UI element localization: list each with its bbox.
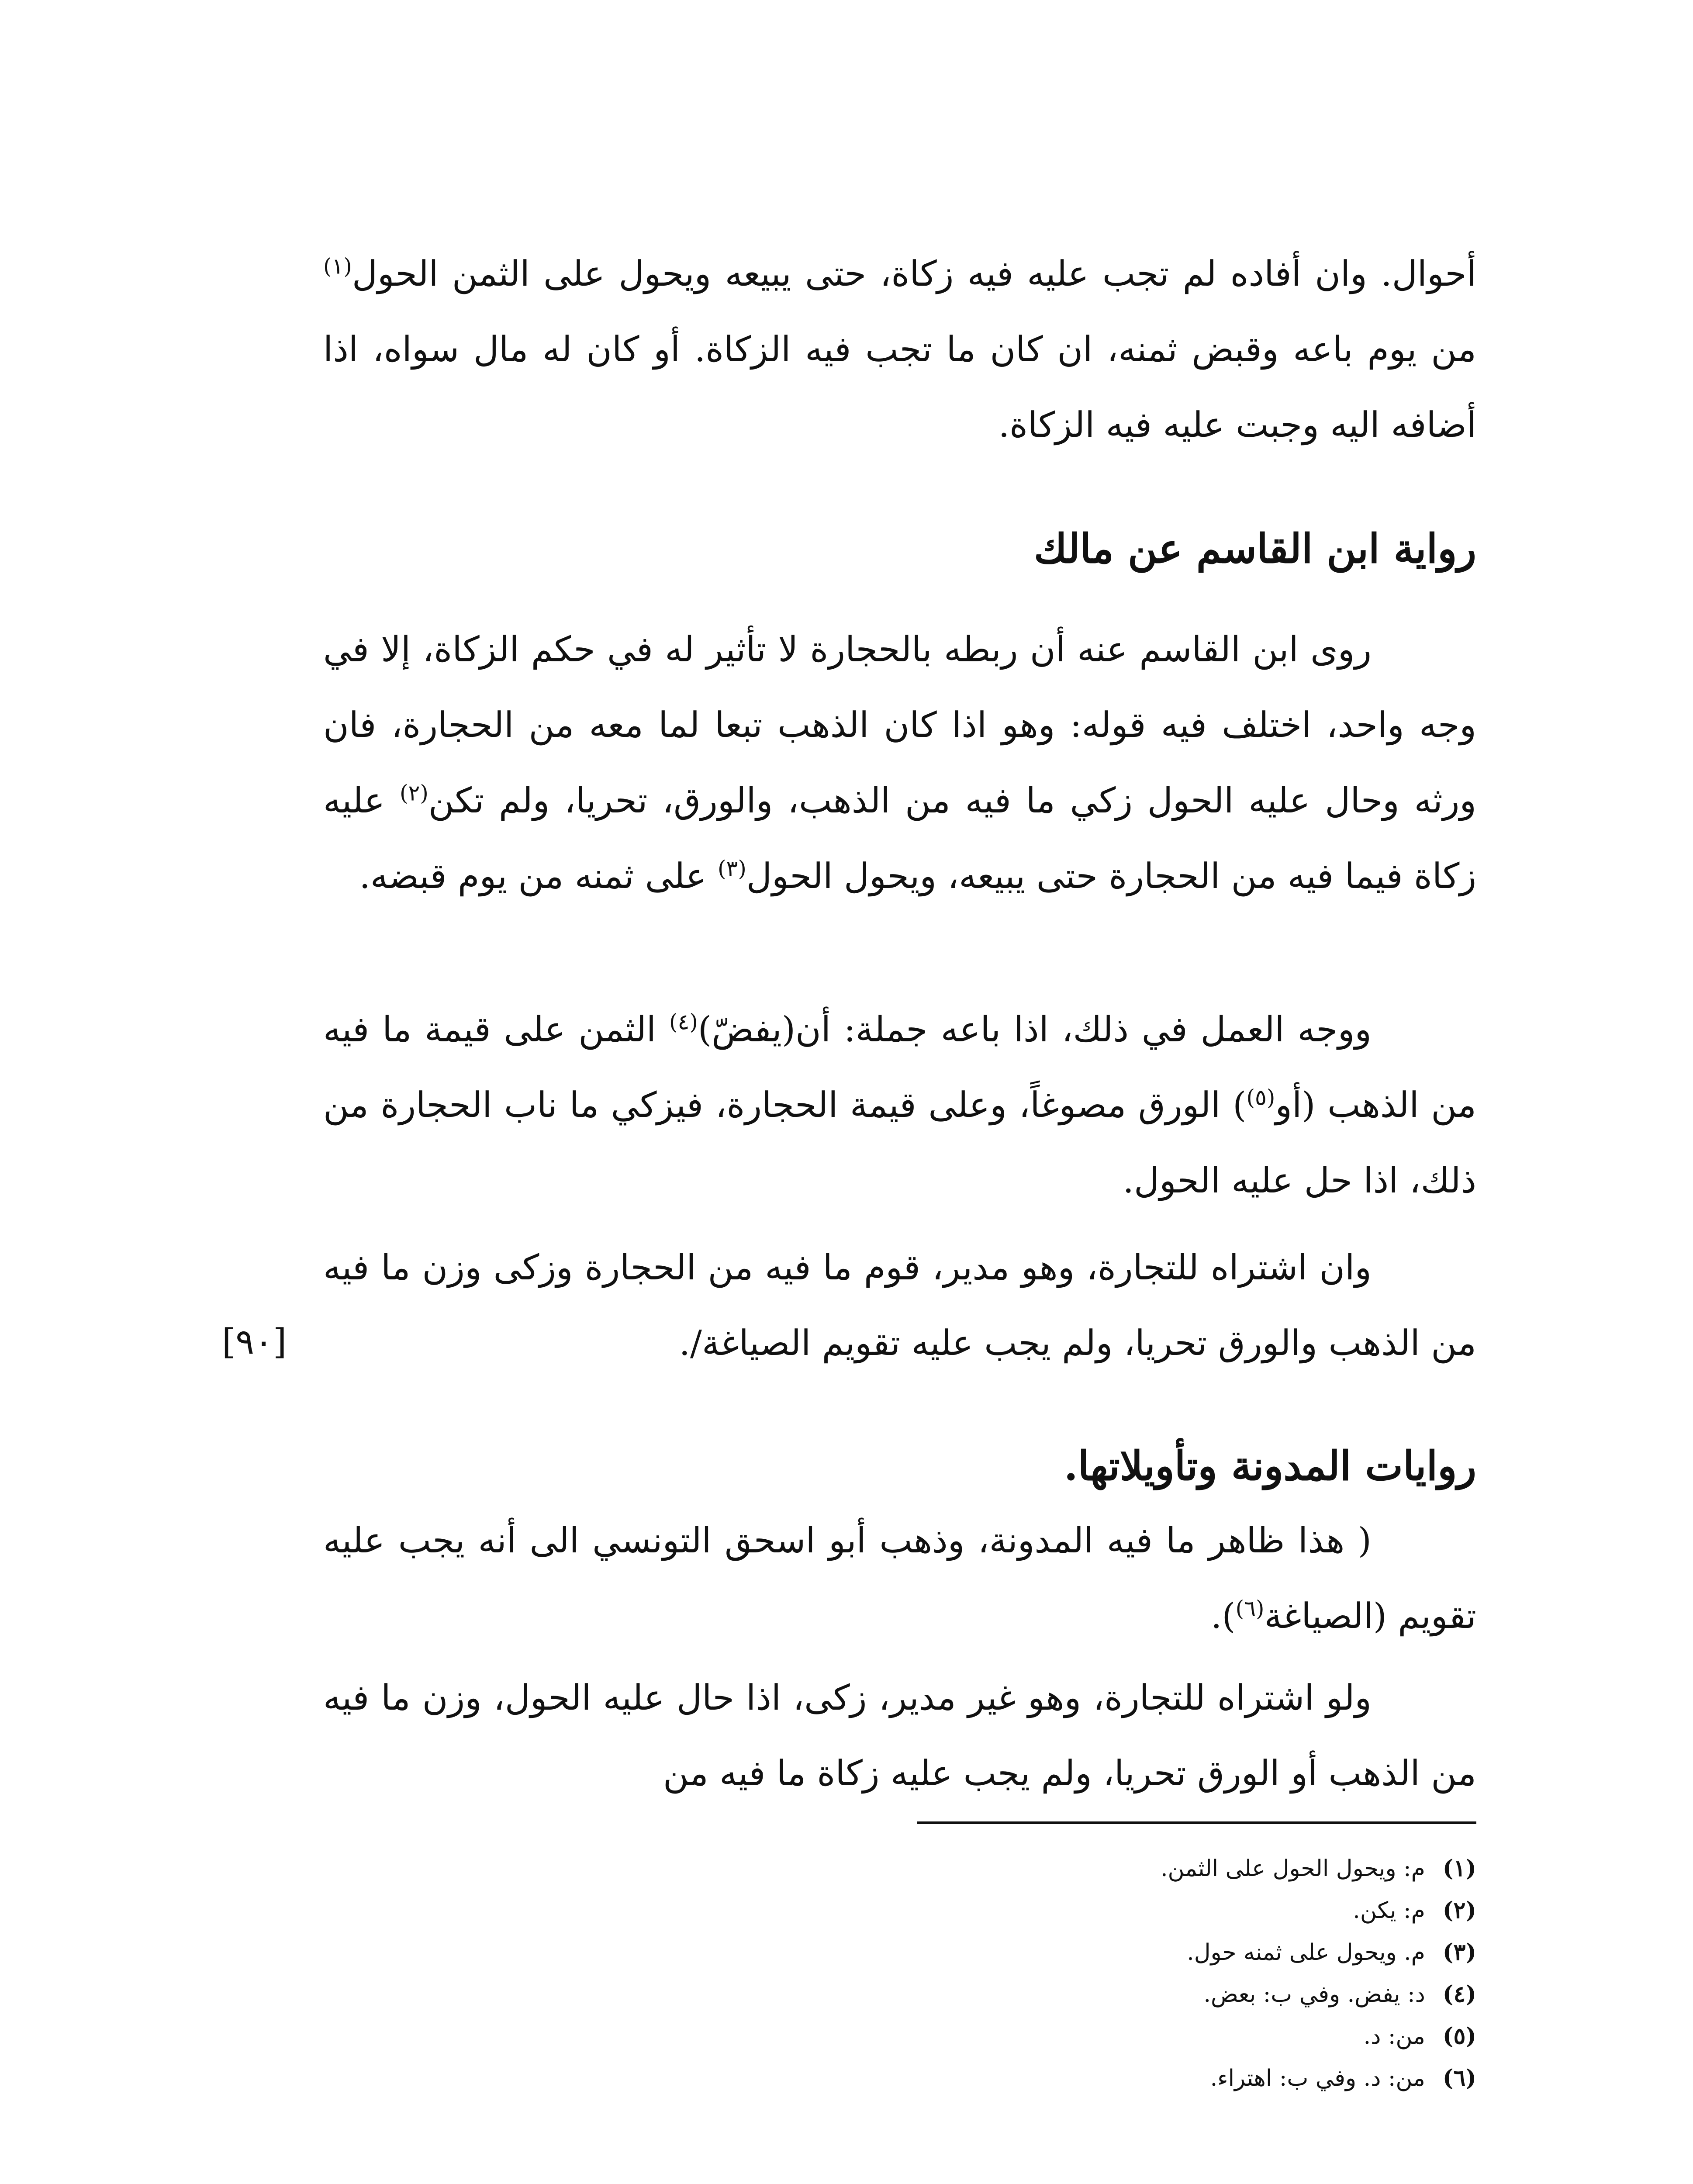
footnotes (917, 1848, 1476, 2099)
footnote (917, 1848, 1476, 1890)
footnote-ref-3: (٣) (718, 856, 746, 881)
footnote (917, 1890, 1476, 1932)
footnote-number: (٢) (1442, 1897, 1476, 1924)
paragraph-3 (323, 992, 1476, 1218)
footnote (917, 2015, 1476, 2057)
section-heading-1-text: رواية ابن القاسم عن مالك (1034, 525, 1476, 572)
footnote-text: م: يكن. (1353, 1897, 1425, 1924)
paragraph-2-part-a: روى ابن القاسم عنه أن ربطه بالحجارة لا تأثير له في حكم الزكاة، إلا في وجه واحد، اختلف فيه قوله: وهو اذا كان الذهب تبعا لما معه من الحجارة، فان ورثه وحال عليه الحول زكي ما فيه من الذهب، والورق، تحريا، ولم تكن (323, 629, 1476, 821)
paragraph-6 (323, 1660, 1476, 1811)
footnote-ref-6: (٦) (1235, 1596, 1265, 1621)
footnote-number: (٤) (1442, 1981, 1476, 2008)
footnote-number: (٦) (1442, 2065, 1476, 2091)
paragraph-3-part-a: ووجه العمل في ذلك، اذا باعه جملة: أن(يفضّ) (698, 1009, 1372, 1050)
footnote-ref-1: (١) (323, 253, 352, 279)
paragraph-1-part-a: أحوال. وان أفاده لم تجب عليه فيه زكاة، حتى يبيعه ويحول على الثمن الحول (352, 253, 1476, 294)
paragraph-5-text (323, 1503, 1476, 1654)
footnote-number: (٥) (1442, 2023, 1476, 2049)
footnote-ref-5: (٥) (1246, 1085, 1275, 1110)
paragraph-1-part-b: من يوم باعه وقبض ثمنه، ان كان ما تجب فيه الزكاة. أو كان له مال سواه، اذا أضافه اليه وجبت عليه فيه الزكاة. (323, 329, 1476, 445)
paragraph-3-part-b: الثمن على قيمة ما فيه من الذهب (أو (323, 1009, 1476, 1125)
footnote-text: من: د. (1363, 2023, 1425, 2049)
footnote-text: م. ويحول على ثمنه حول. (1187, 1939, 1425, 1966)
footnote (917, 2057, 1476, 2099)
paragraph-5 (323, 1503, 1476, 1654)
footnote-number: (٣) (1442, 1939, 1476, 1966)
paragraph-5-part-b: ). (1211, 1596, 1236, 1636)
paragraph-2 (323, 612, 1476, 914)
footnote (917, 1932, 1476, 1973)
footnote-ref-2: (٢) (400, 780, 428, 806)
paragraph-2-text (323, 612, 1476, 914)
margin-folio-reference: [٩٠] (222, 1321, 287, 1362)
paragraph-2-part-b: عليه زكاة فيما فيه من الحجارة حتى يبيعه، ويحول الحول (323, 780, 1476, 896)
paragraph-4 (323, 1230, 1476, 1381)
paragraph-2-part-c: على ثمنه من يوم قبضه. (359, 856, 718, 896)
paragraph-3-part-c: ) الورق مصوغاً، وعلى قيمة الحجارة، فيزكي ما ناب الحجارة من ذلك، اذا حل عليه الحول. (323, 1085, 1476, 1201)
section-heading-1 (323, 511, 1476, 587)
footnote-separator (917, 1821, 1476, 1824)
paragraph-1-text (323, 236, 1476, 463)
footnote (917, 1973, 1476, 2015)
footnote-text: م: ويحول الحول على الثمن. (1160, 1856, 1425, 1882)
footnote-ref-4: (٤) (669, 1009, 698, 1035)
section-heading-2-text: روايات المدونة وتأويلاتها. (1064, 1442, 1476, 1489)
footnote-text: من: د. وفي ب: اهتراء. (1210, 2065, 1425, 2091)
paragraph-5-part-a: ( هذا ظاهر ما فيه المدونة، وذهب أبو اسحق التونسي الى أنه يجب عليه تقويم (الصياغة (323, 1520, 1476, 1636)
paragraph-4-text: وان اشتراه للتجارة، وهو مدير، قوم ما فيه من الحجارة وزكى وزن ما فيه من الذهب والورق تحريا، ولم يجب عليه تقويم الصياغة/. (323, 1247, 1476, 1363)
footnote-number: (١) (1442, 1855, 1476, 1882)
paragraph-1 (323, 236, 1476, 463)
paragraph-3-text (323, 992, 1476, 1218)
paragraph-6-text: ولو اشتراه للتجارة، وهو غير مدير، زكى، اذا حال عليه الحول، وزن ما فيه من الذهب أو الورق تحريا، ولم يجب عليه زكاة ما فيه من (323, 1677, 1476, 1794)
section-heading-2 (323, 1428, 1476, 1504)
footnote-text: د: يفض. وفي ب: بعض. (1203, 1981, 1425, 2008)
